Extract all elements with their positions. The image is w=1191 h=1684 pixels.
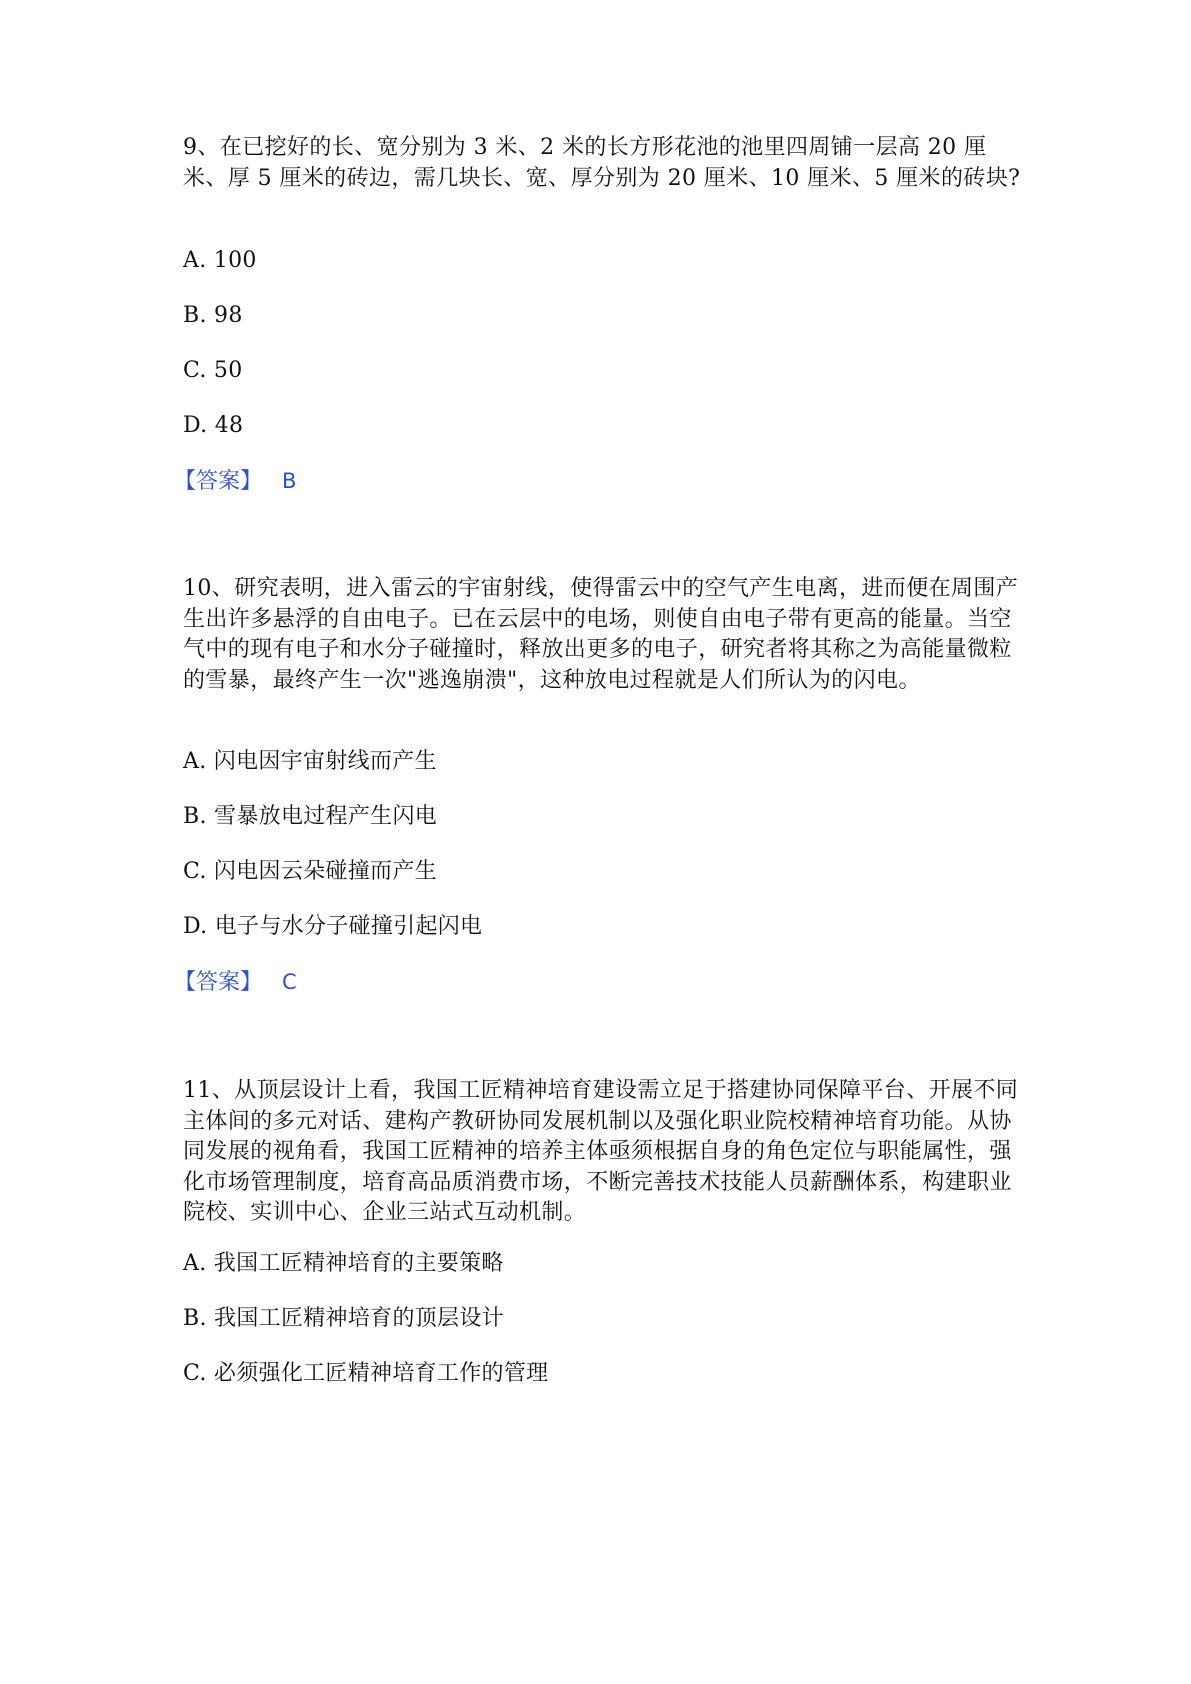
question-10-option-a: A. 闪电因宇宙射线而产生 <box>183 749 437 774</box>
question-10-stem: 10、研究表明，进入雷云的宇宙射线，使得雷云中的空气产生电离，进而便在周围产生出许多悬浮的自由电子。已在云层中的电场，则使自由电子带有更高的能量。当空气中的现有电子和水分子碰撞时，释放出更多的电子，研究者将其称之为高能量微粒的雪暴，最终产生一次"逃逸崩溃"，这种放电过程就是人们所认为的闪电。 <box>183 576 1019 693</box>
question-9-option-d: D. 48 <box>183 413 244 438</box>
answer-value: C <box>282 970 297 994</box>
question-11-option-a: A. 我国工匠精神培育的主要策略 <box>183 1251 504 1276</box>
answer-label: 【答案】 <box>174 970 263 995</box>
answer-value: B <box>282 469 297 493</box>
question-11-option-b: B. 我国工匠精神培育的顶层设计 <box>183 1306 504 1331</box>
question-9-stem: 9、在已挖好的长、宽分别为 3 米、2 米的长方形花池的池里四周铺一层高 20 厘米、厚 5 厘米的砖边，需几块长、宽、厚分别为 20 厘米、10 厘米、5 厘米的砖块? <box>183 135 1021 191</box>
answer-label: 【答案】 <box>174 469 263 494</box>
question-9-option-a: A. 100 <box>183 248 257 273</box>
question-9-option-b: B. 98 <box>183 303 243 328</box>
question-10-answer <box>174 967 297 998</box>
question-10-option-b: B. 雪暴放电过程产生闪电 <box>183 804 438 829</box>
question-11-stem: 11、从顶层设计上看，我国工匠精神培育建设需立足于搭建协同保障平台、开展不同主体间的多元对话、建构产教研协同发展机制以及强化职业院校精神培育功能。从协同发展的视角看，我国工匠精神的培养主体亟须根据自身的角色定位与职能属性，强化市场管理制度，培育高品质消费市场，不断完善技术技能人员薪酬体系，构建职业院校、实训中心、企业三站式互动机制。 <box>183 1078 1019 1225</box>
question-9-answer <box>174 466 296 497</box>
question-10-option-d: D. 电子与水分子碰撞引起闪电 <box>183 914 483 939</box>
question-9-option-c: C. 50 <box>183 358 243 383</box>
question-10-option-c: C. 闪电因云朵碰撞而产生 <box>183 859 437 884</box>
question-11-option-c: C. 必须强化工匠精神培育工作的管理 <box>183 1361 549 1386</box>
